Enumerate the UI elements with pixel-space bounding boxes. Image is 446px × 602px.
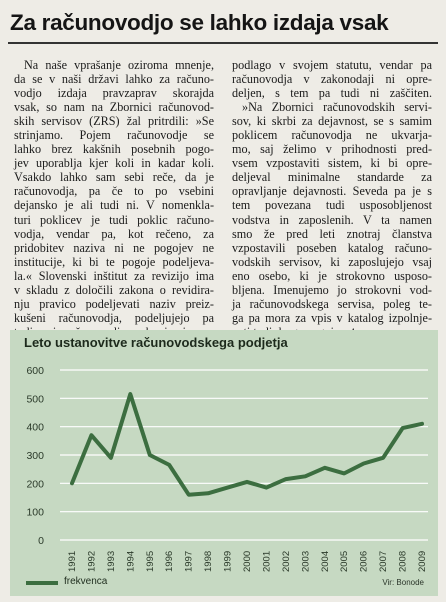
article-line: jev uporablja kjer koli in kadar koli. xyxy=(14,156,214,171)
article-line: računovodja v zakonodaji ni opre- xyxy=(232,72,432,87)
y-tick-label: 100 xyxy=(26,506,44,519)
article-column-1 xyxy=(14,58,214,339)
x-tick-label: 2006 xyxy=(358,550,370,572)
x-tick-label: 1994 xyxy=(125,550,137,572)
article-line: smo že pred leti znotraj članstva xyxy=(232,226,432,241)
x-tick-label: 2005 xyxy=(339,550,351,572)
article-column-2 xyxy=(232,58,432,340)
y-tick-label: 300 xyxy=(26,450,44,462)
x-tick-label: 1998 xyxy=(203,550,215,572)
article-line: da se v naši državi lahko za računo- xyxy=(14,72,214,87)
headline-rule xyxy=(8,42,438,44)
x-tick-label: 1997 xyxy=(183,550,195,572)
article-line: Vsakdo lahko sam sebi reče, da je xyxy=(14,170,214,185)
article-line: kušeni računovodja, podeljujejo pa xyxy=(14,310,214,325)
article-line: lahko brez kakšnih posebnih pogo- xyxy=(14,142,214,157)
y-tick-label: 0 xyxy=(38,535,44,547)
article-line: tem povezana tudi usposobljenost xyxy=(232,198,432,213)
article-line: vodstva in zaposlenih. V ta namen xyxy=(232,212,432,227)
article-line: dejansko je ali tudi ni. V nomenkla- xyxy=(14,198,214,213)
chart-panel xyxy=(10,330,438,596)
article-line: institucije, ki bi te pogoje podeljeva- xyxy=(14,254,214,269)
article-line: strinjamo. Pojem računovodje se xyxy=(14,128,214,143)
line-chart xyxy=(10,330,438,596)
article-line: ga pa mora za vpis v katalog izpolnje- xyxy=(232,310,432,325)
article-line: sov, ki skrbi za dejavnost, se s samim xyxy=(232,114,432,129)
article-line: ja računovodskega servisa, poleg te- xyxy=(232,296,432,311)
article-line: Na naše vprašanje oziroma mnenje, xyxy=(24,58,214,72)
article-line: bljena. Imenujemo jo strokovni vod- xyxy=(232,282,432,297)
article-line: vsem vzpostaviti sistem, ki bi opre- xyxy=(232,156,432,171)
x-tick-label: 1996 xyxy=(164,550,176,572)
article-line: »Na Zbornici računovodskih servi- xyxy=(242,100,432,115)
legend-swatch xyxy=(26,581,58,585)
series-line-frekvenca xyxy=(72,394,422,495)
article-line: podlago v svojem statutu, vendar pa xyxy=(232,58,432,72)
x-tick-label: 1991 xyxy=(67,550,78,572)
x-tick-label: 2002 xyxy=(280,550,292,572)
y-tick-label: 200 xyxy=(26,478,44,491)
article-headline: Za računovodjo se lahko izdaja vsak xyxy=(10,10,389,35)
article-line: deljeval minimalne standarde za xyxy=(232,170,432,185)
x-tick-label: 1995 xyxy=(144,550,156,572)
x-tick-label: 2000 xyxy=(242,550,253,572)
article-line: računovodja, pa če to po vsebini xyxy=(14,184,214,199)
article-line: mo, saj želimo v prihodnosti pred- xyxy=(232,142,432,157)
article-line: poklicem računovodja ne ukvarja- xyxy=(232,128,432,143)
article-line: vzpostavili poseben katalog računo- xyxy=(232,240,432,255)
x-tick-label: 2007 xyxy=(378,550,390,572)
article-line: eno osebo, ki je strokovno usposo- xyxy=(232,268,432,283)
x-tick-label: 1993 xyxy=(105,550,117,572)
article-line: nju pravico podeljevati naziv preiz- xyxy=(14,296,214,311)
article-line: v skladu z določili zakona o revidira- xyxy=(14,282,214,297)
x-tick-label: 1992 xyxy=(86,550,98,572)
x-tick-label: 2001 xyxy=(261,550,273,572)
article-line: pridobitev naziva ni ne pogojev ne xyxy=(14,240,214,255)
x-tick-label: 2004 xyxy=(319,550,331,572)
x-tick-label: 2003 xyxy=(300,550,312,572)
y-tick-label: 500 xyxy=(26,393,44,406)
chart-title: Leto ustanovitve računovodskega podjetja xyxy=(24,335,288,350)
article-line: deljen, s tem pa tudi ni zaščiten. xyxy=(232,86,432,101)
article-line: vsak, so nam na Zbornici računovod- xyxy=(14,100,214,115)
article-line: la.« Slovenski inštitut za revizijo ima xyxy=(14,268,214,283)
y-tick-label: 400 xyxy=(26,421,44,434)
article-line: opravljanje dejavnosti. Seveda pa je s xyxy=(232,184,432,199)
chart-source: Vir: Bonode xyxy=(382,578,424,587)
article-line: vodskih servisov, ki zaposlujejo vsaj xyxy=(232,254,432,269)
article-line: turi poklicev je tudi poklic računo- xyxy=(14,212,214,227)
x-tick-label: 2008 xyxy=(397,550,409,572)
article-line: vodjo izdaja pravzaprav skorajda xyxy=(14,86,214,101)
legend-label: frekvenca xyxy=(64,576,108,587)
article-line: vodja, vendar pa, kot rečeno, za xyxy=(14,226,214,241)
x-tick-label: 1999 xyxy=(222,550,234,572)
y-tick-label: 600 xyxy=(26,365,44,377)
article-line: skih servisov (ZRS) žal pritrdili: »Se xyxy=(14,114,214,129)
x-tick-label: 2009 xyxy=(417,550,428,572)
